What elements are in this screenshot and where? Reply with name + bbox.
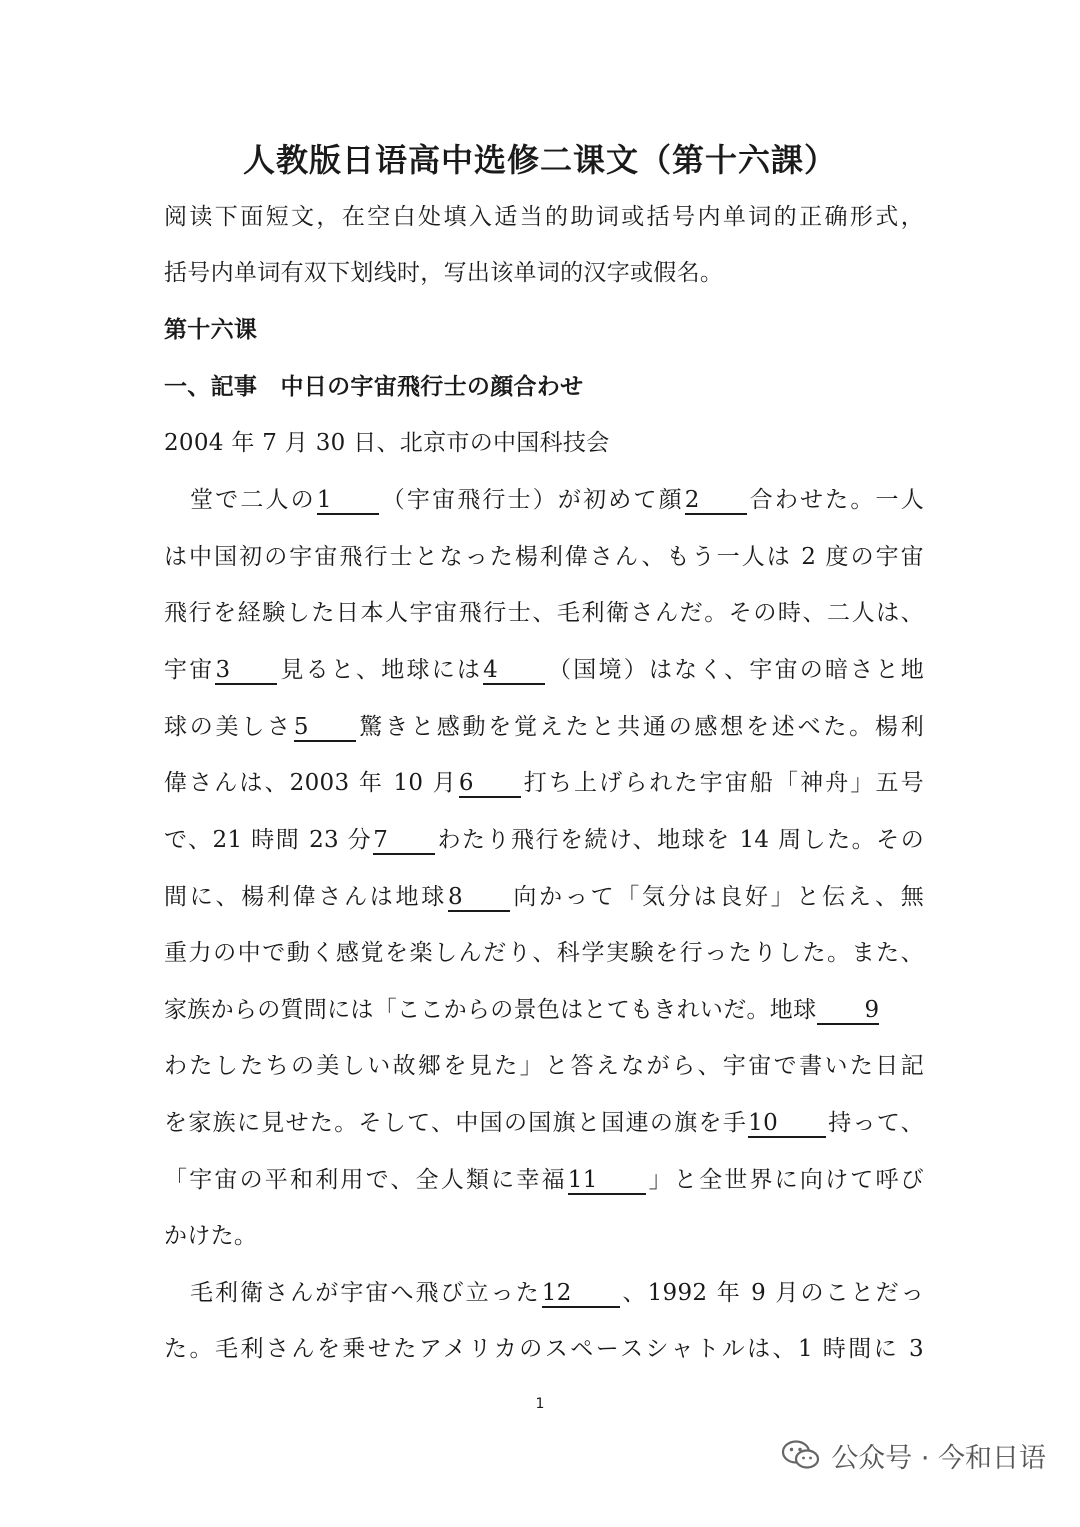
section-heading: 一、記事 中日の宇宙飛行士の顔合わせ — [164, 373, 584, 400]
text-line: 偉さんは、2003 年 10 月6 打ち上げられた宇宙船「神舟」五号 — [164, 770, 924, 796]
text-line: 間に、楊利偉さんは地球8 向かって「気分は良好」と伝え、無 — [164, 884, 924, 910]
text-line: 堂で二人の1 （宇宙飛行士）が初めて顔2 合わせた。一人 — [190, 487, 924, 513]
blank-7: 7 — [373, 827, 435, 855]
text-line: を家族に見せた。そして、中国の国旗と国連の旗を手10 持って、 — [164, 1110, 924, 1136]
text-line: 毛利衛さんが宇宙へ飛び立った12 、1992 年 9 月のことだっ — [190, 1280, 924, 1306]
blank-10: 10 — [748, 1110, 826, 1138]
watermark — [781, 1432, 1046, 1478]
instruction-line-1: 阅读下面短文，在空白处填入适当的助词或括号内单词的正确形式， — [164, 204, 924, 230]
blank-1: 1 — [317, 487, 379, 515]
blank-3: 3 — [215, 657, 277, 685]
text-line: 家族からの質問には「ここからの景色はとてもきれいだ。地球 9 — [164, 997, 880, 1023]
document-title: 人教版日语高中选修二课文（第十六課） — [242, 141, 837, 179]
blank-5: 5 — [294, 714, 356, 742]
blank-2: 2 — [685, 487, 747, 515]
wechat-icon — [781, 1439, 821, 1471]
blank-4: 4 — [483, 657, 545, 685]
lesson-heading: 第十六课 — [164, 316, 258, 343]
text-line: 球の美しさ5 驚きと感動を覚えたと共通の感想を述べた。楊利 — [164, 714, 924, 740]
blank-12: 12 — [542, 1280, 620, 1308]
text-line: た。毛利さんを乗せたアメリカのスペースシャトルは、1 時間に 3 — [164, 1336, 924, 1362]
text-line: 飛行を経験した日本人宇宙飛行士、毛利衛さんだ。その時、二人は、 — [164, 600, 924, 626]
text-line: で、21 時間 23 分7 わたり飛行を続け、地球を 14 周した。その — [164, 827, 925, 853]
blank-8: 8 — [448, 884, 510, 912]
text-line: わたしたちの美しい故郷を見た」と答えながら、宇宙で書いた日記 — [164, 1053, 924, 1079]
instruction-line-2: 括号内单词有双下划线时，写出该单词的汉字或假名。 — [164, 260, 724, 286]
watermark-text: 公众号 · 今和日语 — [831, 1442, 1046, 1474]
text-line: は中国初の宇宙飛行士となった楊利偉さん、もう一人は 2 度の宇宙 — [164, 544, 924, 570]
dateline: 2004 年 7 月 30 日、北京市の中国科技会 — [164, 430, 610, 456]
text-line: 重力の中で動く感覚を楽しんだり、科学実験を行ったりした。また、 — [164, 940, 924, 966]
blank-9: 9 — [817, 997, 879, 1025]
text-line: 宇宙3 見ると、地球には4 （国境）はなく、宇宙の暗さと地 — [164, 657, 924, 683]
page-number: 1 — [535, 1396, 545, 1412]
blank-11: 11 — [568, 1167, 646, 1195]
text-line: 「宇宙の平和利用で、全人類に幸福11 」と全世界に向けて呼び — [164, 1167, 924, 1193]
text-line: かけた。 — [164, 1223, 258, 1249]
blank-6: 6 — [459, 770, 521, 798]
